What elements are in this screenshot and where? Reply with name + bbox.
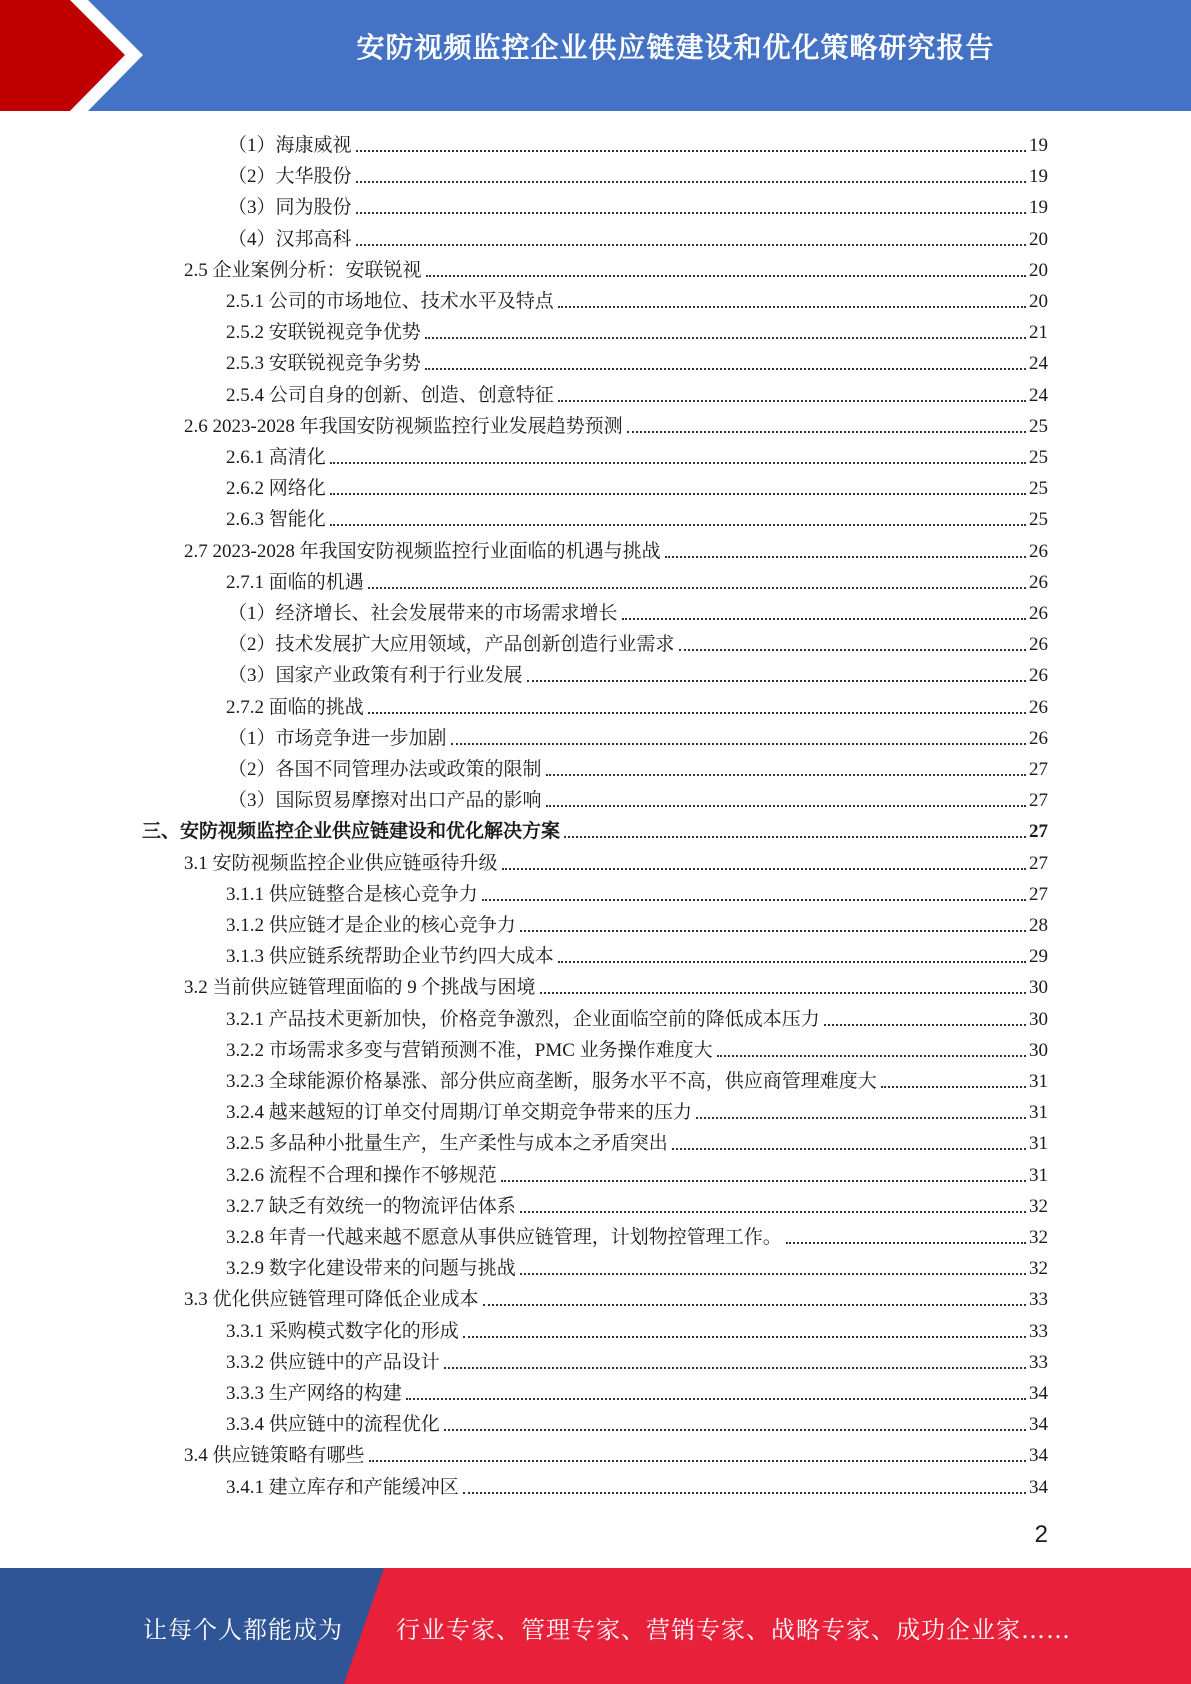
toc-entry[interactable] bbox=[226, 283, 1048, 314]
toc-leader-dots bbox=[622, 618, 1026, 620]
toc-entry[interactable] bbox=[184, 408, 1048, 439]
toc-entry[interactable] bbox=[228, 595, 1048, 626]
toc-entry[interactable] bbox=[226, 439, 1048, 470]
toc-entry-title: 3.4 供应链策略有哪些 bbox=[184, 1445, 365, 1467]
toc-leader-dots bbox=[425, 368, 1026, 370]
toc-entry-page: 31 bbox=[1029, 1102, 1048, 1124]
toc-entry-title: 2.5.3 安联锐视竞争劣势 bbox=[226, 353, 421, 375]
toc-leader-dots bbox=[564, 836, 1026, 838]
toc-entry[interactable] bbox=[228, 657, 1048, 688]
toc-entry[interactable] bbox=[226, 501, 1048, 532]
toc-entry-page: 30 bbox=[1029, 977, 1048, 999]
toc-entry-title: 2.5.1 公司的市场地位、技术水平及特点 bbox=[226, 291, 554, 312]
toc-entry-page: 25 bbox=[1029, 447, 1048, 468]
toc-entry-title: 2.6 2023-2028 年我国安防视频监控行业发展趋势预测 bbox=[184, 415, 623, 437]
toc-entry-title: 3.4.1 建立库存和产能缓冲区 bbox=[226, 1476, 459, 1498]
toc-entry-page: 33 bbox=[1029, 1320, 1048, 1342]
toc-leader-dots bbox=[502, 868, 1026, 870]
toc-entry-title: 3.2.3 全球能源价格暴涨、部分供应商垄断，服务水平不高，供应商管理难度大 bbox=[226, 1071, 877, 1092]
toc-entry[interactable] bbox=[226, 1125, 1048, 1156]
toc-entry-title: 2.6.1 高清化 bbox=[226, 447, 326, 468]
toc-entry-title: 2.7.2 面临的挑战 bbox=[226, 696, 364, 718]
toc-entry[interactable] bbox=[184, 969, 1048, 1000]
toc-entry-title: 2.7.1 面临的机遇 bbox=[226, 571, 364, 593]
toc-leader-dots bbox=[520, 1211, 1026, 1213]
toc-entry[interactable] bbox=[228, 782, 1048, 813]
toc-leader-dots bbox=[558, 961, 1026, 963]
toc-entry-title: （1）经济增长、社会发展带来的市场需求增长 bbox=[228, 603, 618, 624]
toc-entry-page: 32 bbox=[1029, 1195, 1048, 1217]
toc-leader-dots bbox=[696, 1117, 1026, 1119]
toc-entry-title: （4）汉邦高科 bbox=[228, 228, 352, 250]
toc-leader-dots bbox=[540, 992, 1026, 994]
toc-entry-title: 3.2.1 产品技术更新加快，价格竞争激烈，企业面临空前的降低成本压力 bbox=[226, 1008, 820, 1030]
toc-leader-dots bbox=[520, 930, 1026, 932]
page-footer bbox=[0, 1568, 1191, 1684]
toc-entry-title: 3.2.9 数字化建设带来的问题与挑战 bbox=[226, 1258, 516, 1280]
toc-entry[interactable] bbox=[184, 1281, 1048, 1312]
toc-entry-page: 32 bbox=[1029, 1227, 1048, 1248]
toc-entry-title: 3.2.2 市场需求多变与营销预测不准，PMC 业务操作难度大 bbox=[226, 1039, 713, 1061]
toc-entry[interactable] bbox=[184, 252, 1048, 283]
toc-entry-title: 2.5.4 公司自身的创新、创造、创意特征 bbox=[226, 384, 554, 406]
toc-entry-page: 21 bbox=[1029, 322, 1048, 344]
toc-entry[interactable] bbox=[228, 189, 1048, 220]
toc-entry[interactable] bbox=[226, 1094, 1048, 1125]
toc-entry[interactable] bbox=[142, 813, 1048, 844]
toc-entry-page: 26 bbox=[1029, 696, 1048, 718]
toc-entry-title: 3.2.6 流程不合理和操作不够规范 bbox=[226, 1164, 497, 1186]
toc-entry-title: 3.2.7 缺乏有效统一的物流评估体系 bbox=[226, 1195, 516, 1217]
toc-entry-page: 25 bbox=[1029, 415, 1048, 437]
toc-leader-dots bbox=[356, 244, 1026, 246]
toc-entry[interactable] bbox=[228, 720, 1048, 751]
toc-entry-page: 26 bbox=[1029, 727, 1048, 749]
toc-entry-title: 3.2.5 多品种小批量生产，生产柔性与成本之矛盾突出 bbox=[226, 1133, 668, 1155]
toc-entry-page: 34 bbox=[1029, 1414, 1048, 1436]
toc-entry-page: 27 bbox=[1029, 883, 1048, 905]
toc-entry[interactable] bbox=[226, 938, 1048, 969]
toc-entry-page: 27 bbox=[1029, 852, 1048, 874]
toc-entry[interactable] bbox=[226, 1001, 1048, 1032]
toc-entry-page: 19 bbox=[1029, 166, 1048, 188]
toc-entry-page: 27 bbox=[1029, 790, 1048, 812]
toc-entry-title: 3.3.2 供应链中的产品设计 bbox=[226, 1351, 440, 1373]
toc-entry-title: （3）国家产业政策有利于行业发展 bbox=[228, 665, 523, 687]
toc-leader-dots bbox=[330, 462, 1026, 464]
toc-leader-dots bbox=[425, 337, 1026, 339]
toc-entry-page: 29 bbox=[1029, 946, 1048, 968]
toc-leader-dots bbox=[483, 1304, 1026, 1306]
toc-leader-dots bbox=[679, 649, 1026, 651]
toc-leader-dots bbox=[520, 1273, 1026, 1275]
toc-entry-title: （1）市场竞争进一步加剧 bbox=[228, 727, 447, 749]
toc-leader-dots bbox=[558, 306, 1026, 308]
toc-leader-dots bbox=[444, 1367, 1026, 1369]
toc-entry[interactable] bbox=[226, 377, 1048, 408]
toc-leader-dots bbox=[546, 805, 1026, 807]
toc-entry[interactable] bbox=[226, 470, 1048, 501]
toc-entry-title: 3.1 安防视频监控企业供应链亟待升级 bbox=[184, 852, 498, 874]
toc-leader-dots bbox=[368, 712, 1026, 714]
toc-entry[interactable] bbox=[226, 1313, 1048, 1344]
toc-entry-page: 31 bbox=[1029, 1164, 1048, 1186]
toc-leader-dots bbox=[558, 400, 1026, 402]
toc-entry-title: 2.6.3 智能化 bbox=[226, 509, 326, 531]
toc-entry-page: 25 bbox=[1029, 478, 1048, 500]
page-number: 2 bbox=[1034, 1521, 1048, 1548]
toc-entry[interactable] bbox=[226, 1375, 1048, 1406]
toc-entry-page: 24 bbox=[1029, 384, 1048, 406]
toc-entry-page: 31 bbox=[1029, 1071, 1048, 1092]
toc-leader-dots bbox=[356, 150, 1026, 152]
toc-entry-page: 24 bbox=[1029, 353, 1048, 375]
toc-entry[interactable] bbox=[226, 1469, 1048, 1500]
toc-entry[interactable] bbox=[228, 127, 1048, 158]
toc-entry-title: 3.1.3 供应链系统帮助企业节约四大成本 bbox=[226, 946, 554, 968]
toc-entry-page: 34 bbox=[1029, 1383, 1048, 1404]
toc-leader-dots bbox=[406, 1398, 1026, 1400]
toc-entry-title: （2）大华股份 bbox=[228, 166, 352, 188]
toc-entry-page: 33 bbox=[1029, 1289, 1048, 1311]
toc-entry[interactable] bbox=[184, 845, 1048, 876]
footer-slogan-left: 让每个人都能成为 bbox=[143, 1616, 343, 1644]
toc-entry[interactable] bbox=[228, 751, 1048, 782]
toc-entry-title: （2）各国不同管理办法或政策的限制 bbox=[228, 759, 542, 780]
toc-leader-dots bbox=[627, 431, 1026, 433]
toc-leader-dots bbox=[881, 1086, 1026, 1088]
toc-entry-title: 3.3.4 供应链中的流程优化 bbox=[226, 1414, 440, 1436]
toc-leader-dots bbox=[330, 524, 1026, 526]
toc-entry[interactable] bbox=[226, 1157, 1048, 1188]
toc-entry-page: 30 bbox=[1029, 1039, 1048, 1061]
toc-entry-page: 28 bbox=[1029, 915, 1048, 936]
toc-entry[interactable] bbox=[226, 1188, 1048, 1219]
toc-entry-title: 3.3.3 生产网络的构建 bbox=[226, 1383, 402, 1404]
toc-entry-title: （3）国际贸易摩擦对出口产品的影响 bbox=[228, 790, 542, 812]
toc-entry[interactable] bbox=[228, 626, 1048, 657]
toc-entry-title: 2.5.2 安联锐视竞争优势 bbox=[226, 322, 421, 344]
toc-leader-dots bbox=[463, 1336, 1026, 1338]
toc-entry-page: 26 bbox=[1029, 571, 1048, 593]
toc-leader-dots bbox=[672, 1148, 1026, 1150]
toc-entry-title: （1）海康威视 bbox=[228, 135, 352, 156]
toc-entry[interactable] bbox=[226, 314, 1048, 345]
toc-entry[interactable] bbox=[226, 876, 1048, 907]
toc-entry-title: 3.1.2 供应链才是企业的核心竞争力 bbox=[226, 915, 516, 936]
toc-entry[interactable] bbox=[226, 1406, 1048, 1437]
toc-entry-page: 26 bbox=[1029, 603, 1048, 624]
toc-entry[interactable] bbox=[226, 1063, 1048, 1094]
toc-entry[interactable] bbox=[226, 1250, 1048, 1281]
toc-leader-dots bbox=[546, 774, 1026, 776]
toc-leader-dots bbox=[786, 1242, 1026, 1244]
toc-entry[interactable] bbox=[226, 564, 1048, 595]
toc-entry-page: 31 bbox=[1029, 1133, 1048, 1155]
toc-entry-title: 2.5 企业案例分析：安联锐视 bbox=[184, 259, 422, 281]
toc-entry-title: 2.7 2023-2028 年我国安防视频监控行业面临的机遇与挑战 bbox=[184, 540, 661, 562]
toc-entry-page: 26 bbox=[1029, 540, 1048, 562]
toc-entry-title: （3）同为股份 bbox=[228, 197, 352, 219]
toc-entry-page: 20 bbox=[1029, 228, 1048, 250]
toc-leader-dots bbox=[501, 1180, 1026, 1182]
toc-entry-page: 32 bbox=[1029, 1258, 1048, 1280]
toc-leader-dots bbox=[482, 899, 1026, 901]
toc-entry[interactable] bbox=[226, 1032, 1048, 1063]
toc-entry-title: 3.2 当前供应链管理面临的 9 个挑战与困境 bbox=[184, 977, 536, 999]
toc-entry[interactable] bbox=[226, 907, 1048, 938]
toc-entry[interactable] bbox=[228, 158, 1048, 189]
toc-leader-dots bbox=[665, 556, 1026, 558]
toc-entry[interactable] bbox=[226, 689, 1048, 720]
toc-entry-page: 26 bbox=[1029, 665, 1048, 687]
toc-leader-dots bbox=[527, 680, 1026, 682]
toc-leader-dots bbox=[463, 1492, 1026, 1494]
toc-entry-page: 26 bbox=[1029, 634, 1048, 656]
toc-entry-title: 3.2.4 越来越短的订单交付周期/订单交期竞争带来的压力 bbox=[226, 1102, 693, 1124]
toc-entry-page: 25 bbox=[1029, 509, 1048, 531]
toc-leader-dots bbox=[444, 1429, 1026, 1431]
toc-entry[interactable] bbox=[184, 1437, 1048, 1468]
toc-leader-dots bbox=[451, 743, 1026, 745]
toc-entry-title: （2）技术发展扩大应用领域，产品创新创造行业需求 bbox=[228, 634, 675, 656]
toc-entry-page: 27 bbox=[1029, 759, 1048, 780]
toc-entry[interactable] bbox=[228, 221, 1048, 252]
toc-entry-page: 34 bbox=[1029, 1445, 1048, 1467]
toc-leader-dots bbox=[824, 1024, 1026, 1026]
toc-entry-page: 33 bbox=[1029, 1351, 1048, 1373]
toc-entry-page: 27 bbox=[1029, 821, 1048, 843]
toc-entry[interactable] bbox=[226, 1344, 1048, 1375]
header-arrow-decoration bbox=[0, 0, 150, 111]
page-header bbox=[0, 0, 1191, 111]
toc-leader-dots bbox=[368, 587, 1026, 589]
toc-leader-dots bbox=[356, 212, 1026, 214]
toc-entry-title: 3.3.1 采购模式数字化的形成 bbox=[226, 1320, 459, 1342]
toc-entry-page: 30 bbox=[1029, 1008, 1048, 1030]
toc-entry[interactable] bbox=[226, 345, 1048, 376]
toc-leader-dots bbox=[330, 493, 1026, 495]
toc-entry[interactable] bbox=[184, 533, 1048, 564]
toc-entry-page: 19 bbox=[1029, 135, 1048, 156]
toc-leader-dots bbox=[369, 1460, 1026, 1462]
toc-entry[interactable] bbox=[226, 1219, 1048, 1250]
toc-leader-dots bbox=[426, 275, 1026, 277]
toc-entry-title: 3.3 优化供应链管理可降低企业成本 bbox=[184, 1289, 479, 1311]
toc-leader-dots bbox=[356, 181, 1026, 183]
toc-entry-page: 34 bbox=[1029, 1476, 1048, 1498]
toc-entry-page: 20 bbox=[1029, 291, 1048, 312]
toc-entry-page: 19 bbox=[1029, 197, 1048, 219]
toc-entry-page: 20 bbox=[1029, 259, 1048, 281]
toc-leader-dots bbox=[717, 1055, 1026, 1057]
toc-entry-title: 3.1.1 供应链整合是核心竞争力 bbox=[226, 883, 478, 905]
toc-entry-title: 2.6.2 网络化 bbox=[226, 478, 326, 500]
footer-slogan-right: 行业专家、管理专家、营销专家、战略专家、成功企业家…… bbox=[396, 1616, 1071, 1644]
toc-entry-title: 三、安防视频监控企业供应链建设和优化解决方案 bbox=[142, 821, 561, 843]
document-title: 安防视频监控企业供应链建设和优化策略研究报告 bbox=[356, 31, 995, 64]
toc-entry-title: 3.2.8 年青一代越来越不愿意从事供应链管理，计划物控管理工作。 bbox=[226, 1227, 782, 1248]
